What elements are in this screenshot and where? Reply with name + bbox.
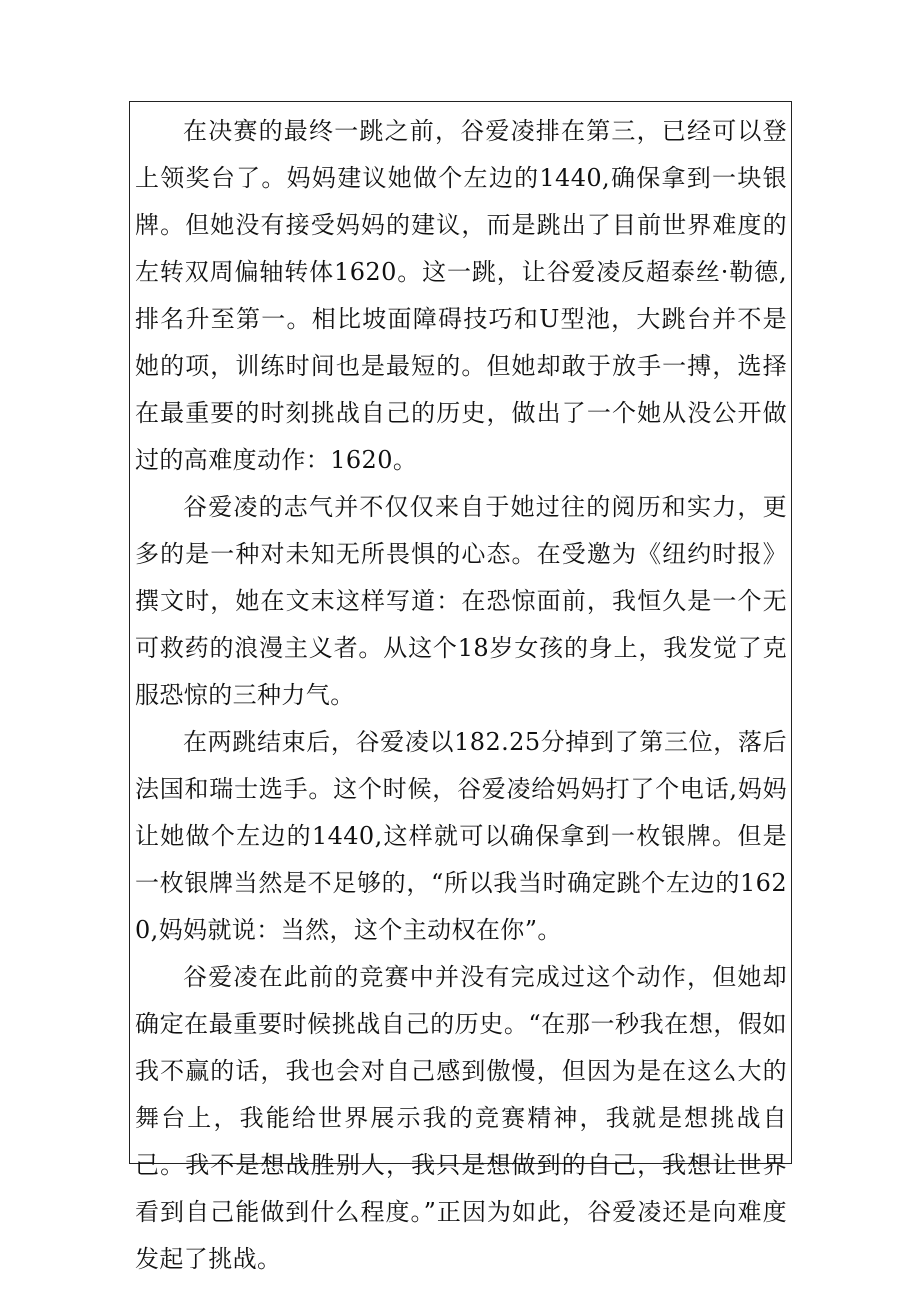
paragraph-3: 在两跳结束后，谷爱凌以182.25分掉到了第三位，落后法国和瑞士选手。这个时候，谷爱凌给妈妈打了个电话,妈妈让她做个左边的1440,这样就可以确保拿到一枚银牌。但是一枚银牌当然是不足够的，“所以我当时确定跳个左边的1620,妈妈就说：当然，这个主动权在你”。	[135, 728, 787, 944]
document-body	[135, 108, 787, 1283]
paragraph-4: 谷爱凌在此前的竞赛中并没有完成过这个动作，但她却确定在最重要时候挑战自己的历史。“在那一秒我在想，假如我不赢的话，我也会对自己感到傲慢，但因为是在这么大的舞台上，我能给世界展示我的竞赛精神，我就是想挑战自己。我不是想战胜别人，我只是想做到的自己，我想让世界看到自己能做到什么程度。”正因为如此，谷爱凌还是向难度发起了挑战。	[135, 963, 787, 1273]
paragraph-1: 在决赛的最终一跳之前，谷爱凌排在第三，已经可以登上领奖台了。妈妈建议她做个左边的1440,确保拿到一块银牌。但她没有接受妈妈的建议，而是跳出了目前世界难度的左转双周偏轴转体1620。这一跳，让谷爱凌反超泰丝·勒德,排名升至第一。相比坡面障碍技巧和U型池，大跳台并不是她的项，训练时间也是最短的。但她却敢于放手一搏，选择在最重要的时刻挑战自己的历史，做出了一个她从没公开做过的高难度动作：1620。	[135, 117, 787, 474]
paragraph-2: 谷爱凌的志气并不仅仅来自于她过往的阅历和实力，更多的是一种对未知无所畏惧的心态。在受邀为《纽约时报》撰文时，她在文末这样写道：在恐惊面前，我恒久是一个无可救药的浪漫主义者。从这个18岁女孩的身上，我发觉了克服恐惊的三种力气。	[135, 493, 787, 709]
